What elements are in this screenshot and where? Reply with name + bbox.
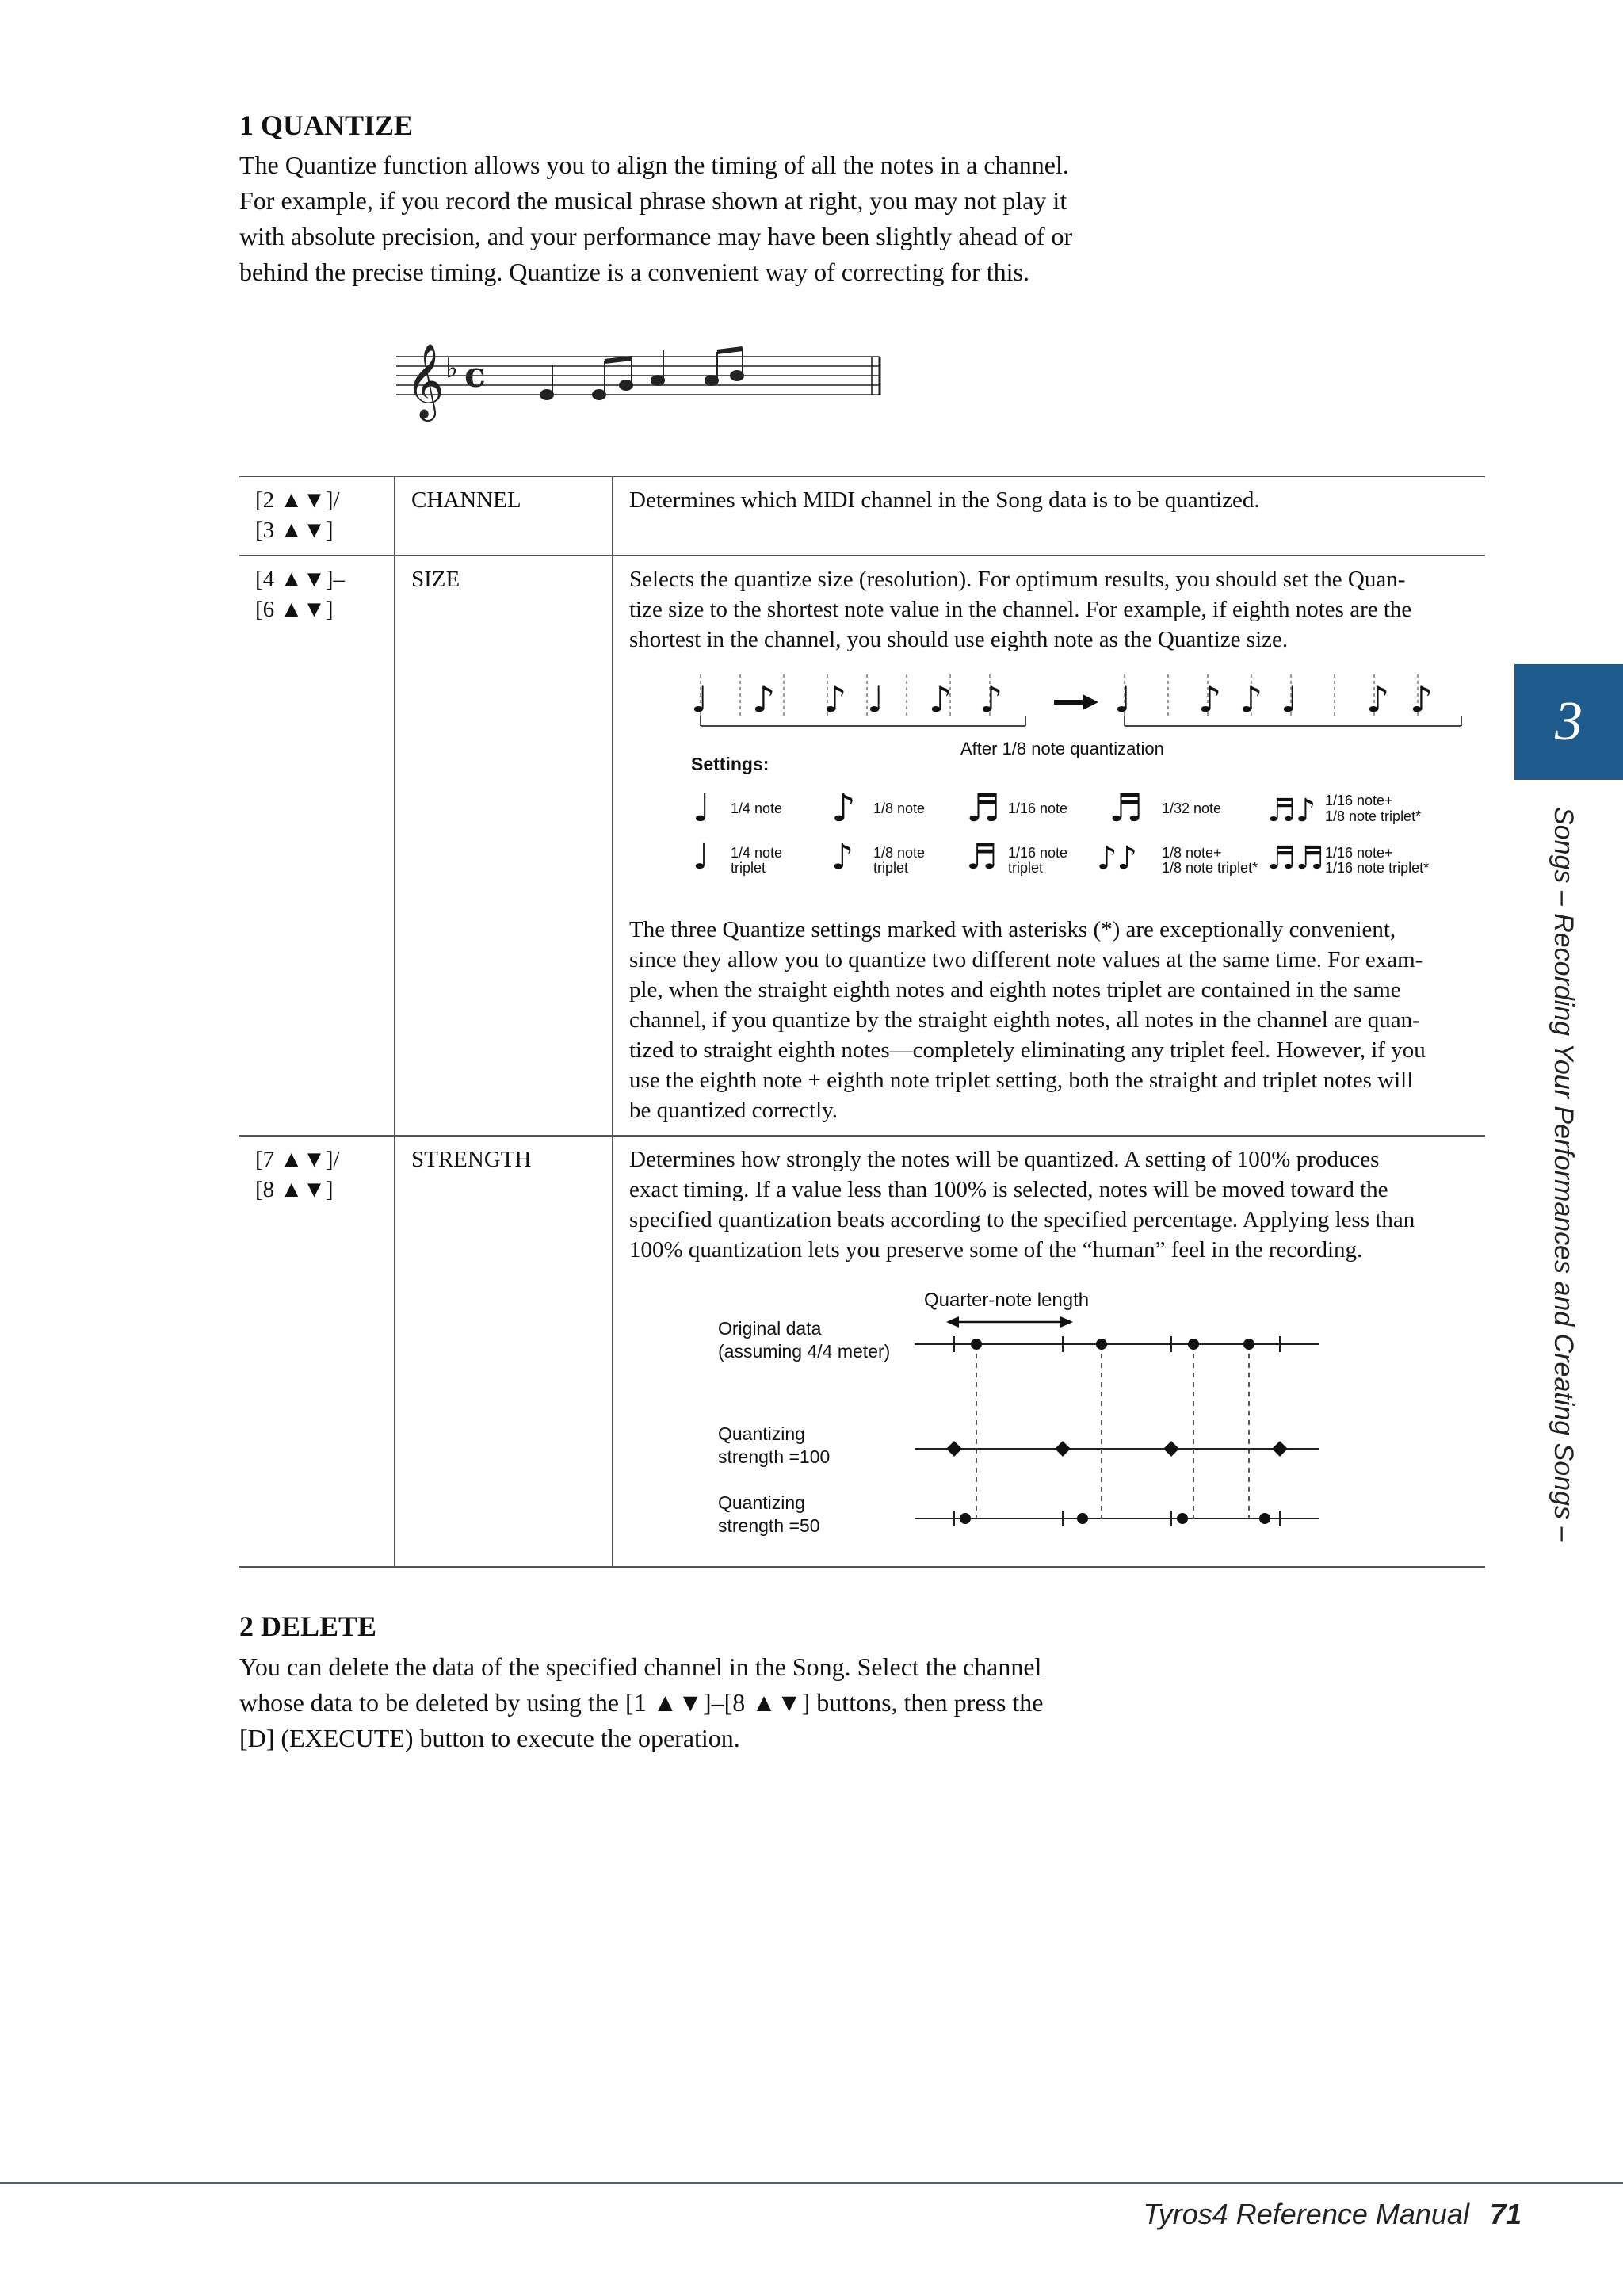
settings-label: Settings: <box>691 754 769 774</box>
note-dots <box>946 1339 1288 1524</box>
svg-text:♪: ♪ <box>1366 678 1390 720</box>
flat-sign-icon: ♭ <box>445 353 459 384</box>
description-line: The three Quantize settings marked with asterisks (*) are exceptionally convenient, <box>629 917 1396 942</box>
page-number: 71 <box>1489 2198 1522 2230</box>
row-labels <box>718 1318 890 1536</box>
svg-text:♪: ♪ <box>980 678 1003 720</box>
svg-text:triplet: triplet <box>873 860 909 876</box>
svg-text:triplet: triplet <box>731 860 766 876</box>
parameter-name-cell <box>395 556 613 1136</box>
chapter-number: 3 <box>1555 691 1583 752</box>
note-glyphs <box>691 678 1433 720</box>
sixteenth-note-icon: ♬ <box>966 786 1001 831</box>
svg-text:1/16 note+: 1/16 note+ <box>1325 845 1393 861</box>
delete-body <box>239 1649 1135 1756</box>
svg-text:strength =100: strength =100 <box>718 1446 831 1467</box>
description-cell <box>613 556 1485 1136</box>
svg-text:1/4 note: 1/4 note <box>731 845 783 861</box>
text-line: with absolute precision, and your performance may have been slightly ahead of or <box>239 222 1073 250</box>
manual-title: Tyros4 Reference Manual <box>1143 2198 1469 2230</box>
svg-text:♩: ♩ <box>1114 678 1132 720</box>
chapter-side-title: Songs – Recording Your Performances and Creating Songs – <box>1549 807 1579 1542</box>
section-heading-delete: 2 DELETE <box>239 1610 377 1642</box>
svg-text:1/16 note: 1/16 note <box>1008 800 1068 816</box>
svg-text:(assuming 4/4 meter): (assuming 4/4 meter) <box>718 1341 891 1362</box>
description-cell <box>613 1136 1485 1567</box>
description-line: Determines how strongly the notes will be quantized. A setting of 100% produces <box>629 1147 1380 1172</box>
svg-text:1/8 note: 1/8 note <box>873 800 926 816</box>
musical-phrase-staff <box>388 333 896 428</box>
description-line: ple, when the straight eighth notes and eighth notes triplet are contained in the same <box>629 977 1401 1003</box>
button-cell <box>239 1136 395 1567</box>
svg-text:♩: ♩ <box>1281 678 1298 720</box>
svg-text:Quantizing: Quantizing <box>718 1492 805 1513</box>
quarter-triplet-icon: ♩ <box>693 837 709 877</box>
text-line: behind the precise timing. Quantize is a convenient way of correcting for this. <box>239 258 1030 286</box>
svg-text:Original data: Original data <box>718 1318 822 1339</box>
alignment-guides <box>976 1344 1249 1519</box>
arrow-right-icon <box>1054 694 1098 710</box>
description-line: use the eighth note + eighth note triplet setting, both the straight and triplet notes will <box>629 1068 1414 1093</box>
svg-text:♪: ♪ <box>1410 678 1434 720</box>
text-line: For example, if you record the musical phrase shown at right, you may not play it <box>239 186 1067 215</box>
button-label: [8 ▲▼] <box>255 1177 334 1202</box>
description-line: Selects the quantize size (resolution). For optimum results, you should set the Quan- <box>629 567 1406 592</box>
sixteenth-triplet-icon: ♬ <box>966 837 998 877</box>
parameter-name-cell <box>395 476 613 556</box>
description-line: shortest in the channel, you should use eighth note as the Quantize size. <box>629 627 1289 652</box>
description-line: be quantized correctly. <box>629 1098 838 1123</box>
staff-figure <box>388 333 896 428</box>
timelines <box>915 1336 1319 1526</box>
footer-divider <box>0 2182 1623 2184</box>
description-line: Determines which MIDI channel in the Song data is to be quantized. <box>629 487 1260 513</box>
description-line: channel, if you quantize by the straight eighth notes, all notes in the channel are quan- <box>629 1007 1420 1033</box>
sixteenth-plus-sixteenth-triplet-icon: ♬♬ <box>1267 840 1324 877</box>
button-label: [7 ▲▼]/ <box>255 1147 340 1172</box>
button-cell <box>239 556 395 1136</box>
quantize-strength-figure <box>629 1281 1469 1542</box>
quarter-note-icon: ♩ <box>693 786 711 831</box>
parameter-name: STRENGTH <box>411 1147 532 1172</box>
text-line: [D] (EXECUTE) button to execute the operation. <box>239 1724 740 1752</box>
eighth-plus-eighth-triplet-icon: ♪♪ <box>1097 840 1138 877</box>
svg-text:1/16 note triplet*: 1/16 note triplet* <box>1325 860 1430 876</box>
text-line: The Quantize function allows you to align the timing of all the notes in a channel. <box>239 151 1069 179</box>
svg-text:1/16 note+: 1/16 note+ <box>1325 793 1393 808</box>
sixteenth-plus-eighth-triplet-icon: ♬♪ <box>1267 793 1316 829</box>
description-line: specified quantization beats according to the specified percentage. Applying less than <box>629 1207 1415 1232</box>
treble-clef-icon: 𝄞 <box>406 343 445 418</box>
svg-text:♪: ♪ <box>1239 678 1263 720</box>
parameter-name: CHANNEL <box>411 487 521 513</box>
eighth-triplet-icon: ♪ <box>831 837 854 877</box>
quantize-size-figure <box>629 670 1469 900</box>
table-row <box>239 476 1485 556</box>
svg-text:1/8 note: 1/8 note <box>873 845 926 861</box>
description-cell <box>613 476 1485 556</box>
svg-text:1/32 note: 1/32 note <box>1162 800 1222 816</box>
svg-text:strength =50: strength =50 <box>718 1515 820 1536</box>
page-footer <box>1143 2195 1522 2233</box>
svg-text:triplet: triplet <box>1008 860 1044 876</box>
button-label: [3 ▲▼] <box>255 518 334 543</box>
after-quantization-label: After 1/8 note quantization <box>960 739 1164 758</box>
quarter-note-length-label: Quarter-note length <box>924 1289 1090 1311</box>
svg-text:♪: ♪ <box>823 678 847 720</box>
text-line: You can delete the data of the specified channel in the Song. Select the channel <box>239 1652 1042 1681</box>
svg-text:♪: ♪ <box>1198 678 1222 720</box>
description-line: 100% quantization lets you preserve some of the “human” feel in the recording. <box>629 1237 1363 1263</box>
text-line: whose data to be deleted by using the [1 ▲▼]–[8 ▲▼] buttons, then press the <box>239 1688 1044 1717</box>
svg-text:♪: ♪ <box>929 678 953 720</box>
button-cell <box>239 476 395 556</box>
svg-text:1/8 note triplet*: 1/8 note triplet* <box>1162 860 1258 876</box>
table-row <box>239 1136 1485 1567</box>
svg-text:1/4 note: 1/4 note <box>731 800 783 816</box>
parameter-name: SIZE <box>411 567 460 592</box>
svg-text:♩: ♩ <box>691 678 708 720</box>
parameter-name-cell <box>395 1136 613 1567</box>
svg-text:1/16 note: 1/16 note <box>1008 845 1068 861</box>
svg-text:Quantizing: Quantizing <box>718 1423 805 1444</box>
parameter-table <box>239 476 1485 1568</box>
button-label: [6 ▲▼] <box>255 597 334 622</box>
svg-text:♪: ♪ <box>752 678 776 720</box>
quantize-intro <box>239 147 1135 290</box>
thirty-second-note-icon: ♬ <box>1109 786 1144 831</box>
svg-text:1/8 note+: 1/8 note+ <box>1162 845 1222 861</box>
description-line: tize size to the shortest note value in the channel. For example, if eighth notes are the <box>629 597 1412 622</box>
svg-text:♩: ♩ <box>867 678 884 720</box>
double-arrow-icon <box>946 1316 1073 1328</box>
table-row <box>239 556 1485 1136</box>
chapter-tab <box>1514 664 1623 780</box>
eighth-note-icon: ♪ <box>831 786 856 831</box>
description-line: since they allow you to quantize two different note values at the same time. For exam- <box>629 947 1423 972</box>
common-time-icon: c <box>464 355 486 395</box>
button-label: [4 ▲▼]– <box>255 567 345 592</box>
svg-text:1/8 note triplet*: 1/8 note triplet* <box>1325 808 1422 824</box>
description-line: tized to straight eighth notes—completely eliminating any triplet feel. However, if you <box>629 1037 1426 1063</box>
description-line: exact timing. If a value less than 100% is selected, notes will be moved toward the <box>629 1177 1388 1202</box>
section-heading-quantize: 1 QUANTIZE <box>239 109 414 141</box>
button-label: [2 ▲▼]/ <box>255 487 340 513</box>
